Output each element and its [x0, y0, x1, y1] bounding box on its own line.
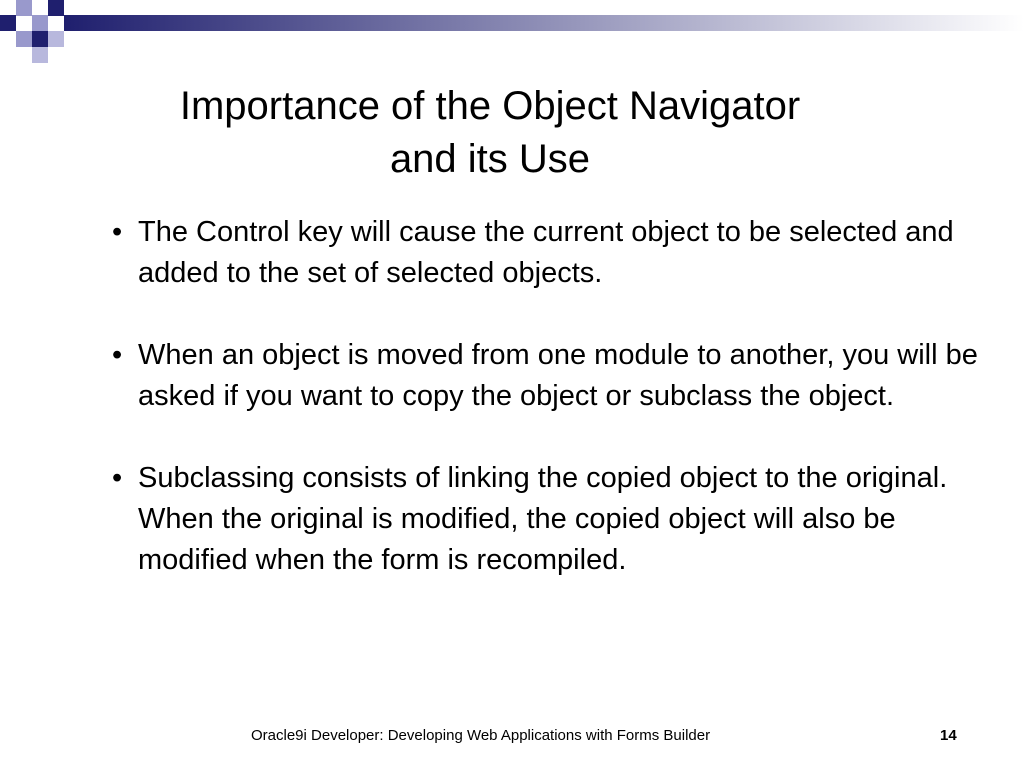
header-decoration [0, 0, 1024, 60]
bullet-text: The Control key will cause the current object to be selected and added to the set of selected objects. [138, 216, 954, 289]
bullet-text: When an object is moved from one module to another, you will be asked if you want to copy the object or subclass the object. [138, 339, 978, 412]
page-number: 14 [940, 727, 957, 744]
bullet-item [112, 458, 992, 581]
deco-square-light [16, 0, 32, 16]
deco-square-light [48, 31, 64, 47]
footer-text: Oracle9i Developer: Developing Web Applications with Forms Builder [251, 727, 711, 744]
bullet-mark: • [112, 216, 123, 248]
bullet-mark: • [112, 462, 123, 494]
bullet-text: Subclassing consists of linking the copied object to the original. When the original is modified, the copied object will also be modified when the form is recompiled. [138, 462, 948, 576]
bullet-item [112, 335, 992, 417]
bullet-list [112, 212, 992, 622]
slide-footer [0, 726, 1024, 750]
slide-title-line-1: Importance of the Object Navigator [179, 84, 801, 128]
deco-square-light [16, 31, 32, 47]
bullet-item [112, 212, 992, 294]
deco-square-navy [32, 31, 48, 47]
deco-square-navy [48, 0, 64, 16]
deco-square-light [32, 15, 48, 31]
bullet-mark: • [112, 339, 123, 371]
deco-square-navy [0, 15, 16, 31]
slide-title [0, 80, 980, 186]
header-gradient-bar [64, 15, 1024, 31]
slide-title-line-2: and its Use [389, 137, 591, 181]
deco-square-light [32, 47, 48, 63]
